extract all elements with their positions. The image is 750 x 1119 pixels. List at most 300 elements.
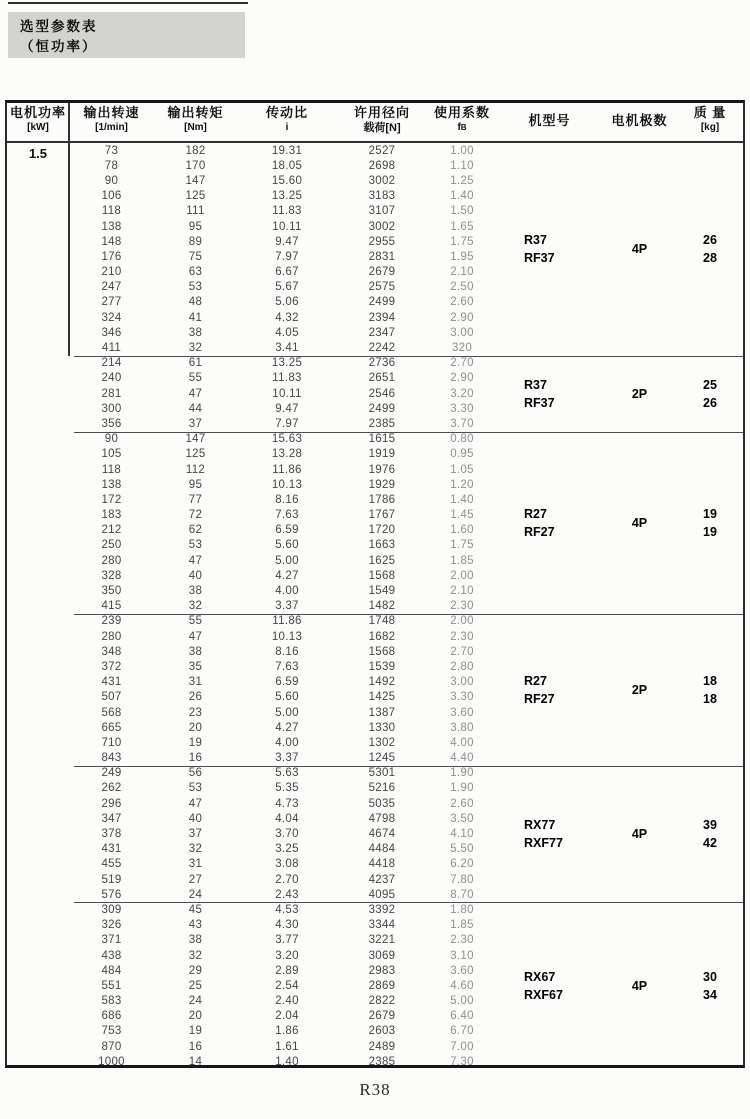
- cell-output-speed: 686: [101, 1010, 122, 1023]
- model-name: RF27: [524, 691, 555, 706]
- cell-ratio: 11.83: [272, 205, 302, 218]
- cell-ratio: 9.47: [275, 402, 299, 415]
- cell-radial-load: 1720: [368, 524, 396, 537]
- cell-output-speed: 843: [101, 752, 122, 765]
- cell-service-factor: 6.40: [450, 1010, 474, 1023]
- cell-ratio: 6.59: [275, 524, 299, 537]
- cell-radial-load: 1929: [368, 478, 396, 491]
- cell-service-factor: 4.00: [450, 736, 474, 749]
- cell-output-torque: 95: [188, 220, 203, 233]
- cell-output-speed: 870: [101, 1040, 122, 1053]
- cell-output-torque: 35: [188, 660, 203, 673]
- cell-service-factor: 3.80: [450, 721, 474, 734]
- cell-ratio: 8.16: [275, 493, 299, 506]
- cell-radial-load: 1748: [368, 615, 396, 628]
- cell-output-speed: 280: [101, 630, 122, 643]
- cell-ratio: 11.83: [272, 372, 302, 385]
- table-row: [7, 1054, 743, 1069]
- model-name: RX67: [524, 969, 556, 984]
- cell-output-torque: 38: [188, 585, 203, 598]
- mass-values: [677, 816, 743, 852]
- table-row: [7, 583, 743, 598]
- cell-output-torque: 47: [188, 387, 203, 400]
- cell-service-factor: 2.50: [450, 281, 474, 294]
- cell-output-torque: 61: [188, 357, 203, 370]
- model-group: [7, 143, 743, 356]
- cell-output-speed: 326: [101, 919, 122, 932]
- table-row: [7, 416, 743, 431]
- cell-output-speed: 328: [101, 569, 122, 582]
- cell-ratio: 3.37: [275, 752, 299, 765]
- mass-value: 26: [703, 395, 717, 410]
- cell-output-speed: 172: [101, 493, 122, 506]
- mass-value: 34: [703, 987, 717, 1002]
- cell-service-factor: 1.65: [450, 220, 474, 233]
- cell-service-factor: 2.60: [450, 797, 474, 810]
- mass-value: 42: [703, 836, 717, 851]
- cell-service-factor: 3.30: [450, 691, 474, 704]
- section-title-line2: （恒功率）: [20, 39, 98, 55]
- cell-output-torque: 182: [185, 144, 206, 157]
- mass-values: [677, 375, 743, 411]
- cell-radial-load: 2679: [368, 1010, 396, 1023]
- cell-service-factor: 1.75: [450, 235, 474, 248]
- table-row: [7, 857, 743, 872]
- cell-radial-load: 2527: [368, 144, 396, 157]
- cell-output-speed: 280: [101, 554, 122, 567]
- header-model: 机型号: [528, 113, 571, 128]
- cell-ratio: 5.06: [275, 296, 299, 309]
- model-info-block: [497, 231, 743, 267]
- cell-output-torque: 43: [188, 919, 203, 932]
- cell-radial-load: 2831: [368, 250, 396, 263]
- cell-output-speed: 411: [101, 342, 122, 355]
- cell-ratio: 1.40: [275, 1055, 299, 1068]
- cell-service-factor: 3.10: [450, 949, 474, 962]
- cell-ratio: 6.67: [275, 266, 299, 279]
- cell-ratio: 7.97: [275, 250, 299, 263]
- cell-output-torque: 62: [188, 524, 203, 537]
- section-title-box: [8, 12, 245, 58]
- model-name: R27: [524, 506, 547, 521]
- cell-ratio: 9.47: [275, 235, 299, 248]
- cell-output-speed: 378: [101, 828, 122, 841]
- cell-ratio: 13.25: [271, 357, 303, 370]
- header-output-torque: 输出转矩 [Nm]: [167, 105, 224, 133]
- cell-output-speed: 250: [101, 539, 122, 552]
- mass-value: 18: [703, 673, 717, 688]
- pole-count: 4P: [631, 242, 648, 257]
- table-row: [7, 568, 743, 583]
- table-header-row: [7, 103, 743, 143]
- cell-output-torque: 37: [188, 417, 203, 430]
- cell-output-torque: 32: [188, 342, 203, 355]
- cell-output-speed: 90: [104, 174, 119, 187]
- model-names: [497, 375, 602, 411]
- table-row: [7, 599, 743, 614]
- cell-service-factor: 2.70: [450, 645, 474, 658]
- cell-output-torque: 19: [188, 736, 203, 749]
- table-row: [7, 644, 743, 659]
- cell-output-torque: 38: [188, 326, 203, 339]
- model-name: RF27: [524, 524, 555, 539]
- cell-ratio: 4.27: [275, 721, 299, 734]
- cell-radial-load: 4237: [368, 873, 396, 886]
- cell-output-speed: 247: [101, 281, 122, 294]
- cell-ratio: 4.04: [275, 812, 299, 825]
- selection-parameter-table: [5, 100, 745, 1068]
- model-name: R27: [524, 673, 547, 688]
- cell-radial-load: 2698: [368, 159, 396, 172]
- cell-output-speed: 309: [101, 903, 122, 916]
- cell-service-factor: 7.80: [450, 873, 474, 886]
- cell-ratio: 4.73: [275, 797, 299, 810]
- cell-ratio: 2.89: [275, 964, 299, 977]
- model-group: [7, 356, 743, 432]
- cell-ratio: 3.70: [275, 828, 299, 841]
- cell-output-speed: 212: [101, 524, 122, 537]
- model-name: RF37: [524, 395, 555, 410]
- cell-output-torque: 55: [188, 615, 203, 628]
- cell-output-torque: 20: [188, 721, 203, 734]
- cell-output-torque: 44: [188, 402, 203, 415]
- cell-output-speed: 431: [101, 676, 122, 689]
- cell-service-factor: 3.30: [450, 402, 474, 415]
- cell-output-speed: 753: [101, 1025, 122, 1038]
- cell-output-speed: 240: [101, 372, 122, 385]
- cell-output-speed: 214: [101, 357, 122, 370]
- cell-output-speed: 551: [101, 979, 122, 992]
- model-info-block: [497, 672, 743, 708]
- cell-radial-load: 2603: [368, 1025, 396, 1038]
- cell-output-speed: 356: [101, 417, 122, 430]
- cell-output-speed: 300: [101, 402, 122, 415]
- model-info-block: [497, 816, 743, 852]
- cell-output-torque: 45: [188, 903, 203, 916]
- model-name: RXF67: [524, 987, 563, 1002]
- cell-output-speed: 90: [104, 433, 119, 446]
- cell-service-factor: 0.95: [450, 448, 474, 461]
- cell-output-speed: 568: [101, 706, 122, 719]
- cell-output-speed: 372: [101, 660, 122, 673]
- model-names: [497, 505, 602, 541]
- mass-value: 18: [703, 691, 717, 706]
- header-motor-power: 电机功率 [kW]: [9, 105, 66, 133]
- cell-output-speed: 431: [101, 843, 122, 856]
- header-service-factor: 使用系数 fB: [433, 105, 490, 133]
- table-row: [7, 158, 743, 173]
- cell-output-speed: 106: [101, 190, 122, 203]
- cell-radial-load: 2394: [368, 311, 396, 324]
- cell-output-torque: 32: [188, 843, 203, 856]
- table-row: [7, 720, 743, 735]
- cell-ratio: 7.63: [275, 660, 299, 673]
- cell-radial-load: 2242: [368, 342, 396, 355]
- table-row: [7, 796, 743, 811]
- cell-output-speed: 296: [101, 797, 122, 810]
- cell-output-torque: 32: [188, 600, 203, 613]
- cell-output-torque: 53: [188, 539, 203, 552]
- cell-output-torque: 125: [185, 190, 206, 203]
- cell-output-torque: 125: [185, 448, 206, 461]
- cell-output-speed: 324: [101, 311, 122, 324]
- cell-service-factor: 3.00: [450, 326, 474, 339]
- cell-ratio: 8.16: [275, 645, 299, 658]
- mass-value: 28: [703, 251, 717, 266]
- cell-service-factor: 0.80: [450, 433, 474, 446]
- cell-ratio: 4.00: [275, 736, 299, 749]
- cell-ratio: 5.60: [275, 691, 299, 704]
- cell-output-speed: 105: [101, 448, 122, 461]
- table-row: [7, 1024, 743, 1039]
- model-group: [7, 766, 743, 903]
- cell-output-torque: 170: [185, 159, 206, 172]
- cell-service-factor: 8.70: [450, 888, 474, 901]
- cell-service-factor: 7.00: [450, 1040, 474, 1053]
- cell-ratio: 7.63: [275, 509, 299, 522]
- cell-ratio: 2.43: [275, 888, 299, 901]
- cell-ratio: 15.63: [271, 433, 303, 446]
- cell-ratio: 3.37: [275, 600, 299, 613]
- cell-service-factor: 2.90: [450, 372, 474, 385]
- cell-service-factor: 1.90: [450, 782, 474, 795]
- header-poles: 电机极数: [611, 113, 668, 128]
- cell-radial-load: 4418: [368, 858, 396, 871]
- cell-service-factor: 1.95: [450, 250, 474, 263]
- cell-output-speed: 347: [101, 812, 122, 825]
- cell-ratio: 4.53: [275, 903, 299, 916]
- cell-ratio: 4.05: [275, 326, 299, 339]
- cell-output-speed: 1000: [98, 1055, 125, 1068]
- cell-ratio: 2.70: [275, 873, 299, 886]
- model-info-block: [497, 968, 743, 1004]
- cell-output-speed: 576: [101, 888, 122, 901]
- cell-output-torque: 29: [188, 964, 203, 977]
- cell-output-speed: 350: [101, 585, 122, 598]
- mass-value: 26: [703, 233, 717, 248]
- cell-service-factor: 1.60: [450, 524, 474, 537]
- cell-service-factor: 1.25: [450, 174, 474, 187]
- cell-output-speed: 78: [104, 159, 119, 172]
- cell-output-speed: 176: [101, 250, 122, 263]
- cell-radial-load: 4798: [368, 812, 396, 825]
- cell-service-factor: 3.50: [450, 812, 474, 825]
- cell-radial-load: 3221: [368, 934, 396, 947]
- cell-output-torque: 53: [188, 281, 203, 294]
- cell-service-factor: 1.10: [450, 159, 474, 172]
- table-row: [7, 325, 743, 340]
- cell-radial-load: 1387: [368, 706, 396, 719]
- table-row: [7, 735, 743, 750]
- cell-output-speed: 415: [101, 600, 122, 613]
- cell-output-speed: 710: [101, 736, 122, 749]
- cell-output-speed: 262: [101, 782, 122, 795]
- model-info-block: [497, 375, 743, 411]
- cell-ratio: 11.86: [272, 463, 302, 476]
- cell-output-torque: 75: [188, 250, 203, 263]
- cell-ratio: 3.08: [275, 858, 299, 871]
- cell-output-speed: 138: [101, 220, 122, 233]
- table-row: [7, 933, 743, 948]
- cell-service-factor: 2.30: [450, 630, 474, 643]
- cell-radial-load: 1919: [368, 448, 396, 461]
- cell-ratio: 18.05: [271, 159, 303, 172]
- pole-count: 4P: [631, 827, 648, 842]
- cell-output-torque: 27: [188, 873, 203, 886]
- cell-radial-load: 3069: [368, 949, 396, 962]
- pole-count: 2P: [631, 386, 648, 401]
- cell-radial-load: 2736: [368, 357, 396, 370]
- cell-output-torque: 95: [188, 478, 203, 491]
- cell-output-torque: 47: [188, 554, 203, 567]
- cell-output-torque: 56: [188, 767, 203, 780]
- table-row: [7, 1009, 743, 1024]
- cell-service-factor: 3.70: [450, 417, 474, 430]
- cell-ratio: 10.11: [272, 220, 302, 233]
- cell-service-factor: 1.05: [450, 463, 474, 476]
- cell-output-torque: 47: [188, 630, 203, 643]
- table-row: [7, 340, 743, 355]
- cell-ratio: 11.86: [272, 615, 302, 628]
- mass-values: [677, 505, 743, 541]
- cell-service-factor: 2.30: [450, 600, 474, 613]
- cell-service-factor: 1.85: [450, 554, 474, 567]
- cell-ratio: 13.28: [271, 448, 303, 461]
- cell-ratio: 2.54: [275, 979, 299, 992]
- top-rule: [8, 2, 248, 4]
- mass-value: 25: [703, 377, 717, 392]
- cell-service-factor: 2.70: [450, 357, 474, 370]
- cell-output-torque: 47: [188, 797, 203, 810]
- cell-output-speed: 281: [101, 387, 122, 400]
- cell-output-speed: 519: [101, 873, 122, 886]
- cell-ratio: 5.60: [275, 539, 299, 552]
- cell-service-factor: 1.45: [450, 509, 474, 522]
- cell-ratio: 3.20: [275, 949, 299, 962]
- cell-output-speed: 118: [101, 463, 122, 476]
- cell-output-speed: 239: [101, 615, 122, 628]
- cell-ratio: 1.61: [275, 1040, 299, 1053]
- cell-ratio: 5.63: [275, 767, 299, 780]
- cell-output-torque: 32: [188, 949, 203, 962]
- cell-service-factor: 5.50: [450, 843, 474, 856]
- cell-service-factor: 5.00: [450, 995, 474, 1008]
- cell-ratio: 7.97: [275, 417, 299, 430]
- cell-output-torque: 23: [188, 706, 203, 719]
- cell-radial-load: 5301: [368, 767, 396, 780]
- cell-output-torque: 38: [188, 934, 203, 947]
- cell-radial-load: 3392: [368, 903, 396, 916]
- pole-count: 4P: [631, 978, 648, 993]
- cell-ratio: 15.60: [271, 174, 303, 187]
- cell-output-torque: 16: [188, 1040, 203, 1053]
- cell-service-factor: 2.00: [450, 569, 474, 582]
- cell-service-factor: 1.75: [450, 539, 474, 552]
- table-row: [7, 553, 743, 568]
- cell-output-speed: 138: [101, 478, 122, 491]
- pole-count: 2P: [631, 682, 648, 697]
- cell-output-torque: 38: [188, 645, 203, 658]
- cell-ratio: 5.00: [275, 554, 299, 567]
- cell-output-torque: 40: [188, 569, 203, 582]
- cell-ratio: 3.25: [275, 843, 299, 856]
- cell-service-factor: 3.00: [450, 676, 474, 689]
- cell-radial-load: 2822: [368, 995, 396, 1008]
- cell-ratio: 4.00: [275, 585, 299, 598]
- cell-output-speed: 210: [101, 266, 122, 279]
- cell-output-torque: 89: [188, 235, 203, 248]
- section-title-line1: 选型参数表: [20, 19, 98, 34]
- model-names: [497, 816, 602, 852]
- cell-service-factor: 6.20: [450, 858, 474, 871]
- cell-radial-load: 2347: [368, 326, 396, 339]
- table-row: [7, 173, 743, 188]
- cell-ratio: 5.67: [275, 281, 299, 294]
- table-row: [7, 295, 743, 310]
- cell-radial-load: 3002: [368, 174, 396, 187]
- table-row: [7, 477, 743, 492]
- table-row: [7, 1039, 743, 1054]
- cell-service-factor: 3.60: [450, 964, 474, 977]
- cell-radial-load: 1549: [368, 585, 396, 598]
- cell-ratio: 5.00: [275, 706, 299, 719]
- cell-output-torque: 55: [188, 372, 203, 385]
- mass-value: 19: [703, 524, 717, 539]
- cell-radial-load: 2575: [368, 281, 396, 294]
- cell-service-factor: 1.00: [450, 144, 474, 157]
- cell-radial-load: 2385: [368, 1055, 396, 1068]
- cell-service-factor: 4.10: [450, 828, 474, 841]
- model-name: RX77: [524, 817, 556, 832]
- cell-radial-load: 4674: [368, 828, 396, 841]
- cell-radial-load: 2489: [368, 1040, 396, 1053]
- cell-radial-load: 1663: [368, 539, 396, 552]
- table-row: [7, 204, 743, 219]
- cell-output-torque: 24: [188, 888, 203, 901]
- model-group: [7, 902, 743, 1069]
- cell-output-torque: 147: [185, 174, 206, 187]
- cell-radial-load: 1482: [368, 600, 396, 613]
- table-row: [7, 887, 743, 902]
- cell-ratio: 10.13: [271, 478, 303, 491]
- table-row: [7, 751, 743, 766]
- cell-output-speed: 438: [101, 949, 122, 962]
- cell-radial-load: 3107: [368, 205, 396, 218]
- cell-service-factor: 3.60: [450, 706, 474, 719]
- cell-radial-load: 3344: [368, 919, 396, 932]
- header-ratio: 传动比 i: [265, 105, 308, 133]
- page-number: R38: [359, 1080, 391, 1099]
- cell-output-speed: 348: [101, 645, 122, 658]
- cell-output-torque: 19: [188, 1025, 203, 1038]
- model-name: RXF77: [524, 836, 563, 851]
- cell-radial-load: 2955: [368, 235, 396, 248]
- cell-radial-load: 3002: [368, 220, 396, 233]
- table-row: [7, 356, 743, 371]
- model-names: [497, 672, 602, 708]
- model-group: [7, 432, 743, 614]
- mass-values: [677, 968, 743, 1004]
- cell-ratio: 1.86: [275, 1025, 299, 1038]
- cell-output-torque: 16: [188, 752, 203, 765]
- cell-output-torque: 147: [185, 433, 206, 446]
- cell-output-torque: 31: [188, 676, 203, 689]
- cell-output-torque: 25: [188, 979, 203, 992]
- model-names: [497, 231, 602, 267]
- cell-output-speed: 346: [101, 326, 122, 339]
- table-row: [7, 766, 743, 781]
- cell-service-factor: 320: [451, 342, 473, 355]
